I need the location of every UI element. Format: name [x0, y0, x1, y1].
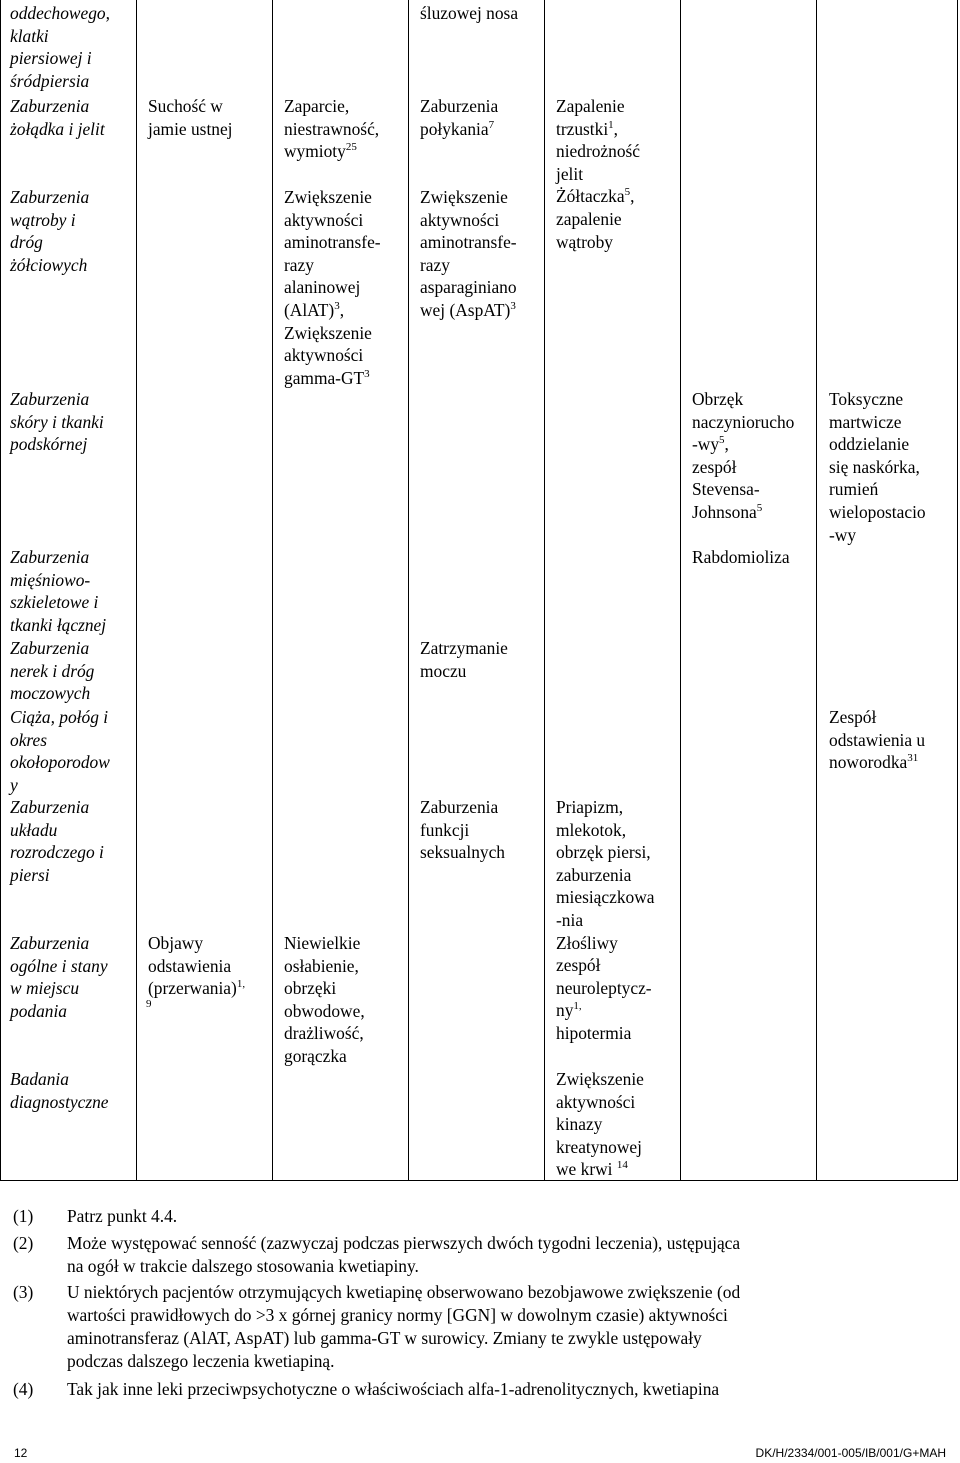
cell-text: Zespół odstawienia u noworodka: [829, 707, 926, 773]
document-id: DK/H/2334/001-005/IB/001/G+MAH: [755, 1446, 946, 1460]
cell-rhabdomyolysis: Rabdomioliza: [692, 547, 790, 567]
footnote-text: Patrz punkt 4.4.: [67, 1206, 178, 1226]
soc-investigations: Badania diagnostyczne: [10, 1069, 109, 1112]
footnote-number: (2): [13, 1233, 34, 1253]
cell-text: Obrzęk naczyniorucho -wy: [692, 389, 795, 455]
cell-alat-ggt: [284, 186, 381, 389]
footnote-ref: 3: [364, 367, 370, 380]
footnote-ref: 5: [624, 186, 631, 199]
cell-text: , niedrożność jelit Żółtaczka: [556, 118, 641, 207]
footnote-ref: 3: [334, 300, 340, 313]
cell-text: Zapalenie trzustki: [556, 96, 625, 139]
cell-text: Zwiększenie aktywności aminotransfe- razy alaninowej (AlAT): [284, 187, 381, 320]
footnote-ref: 3: [510, 300, 516, 313]
cell-text: Zaburzenia połykania: [420, 96, 499, 139]
cell-text: Zwiększenie aktywności aminotransfe- razy asparaginiano wej (AspAT): [420, 187, 517, 320]
footnote-number: (4): [13, 1379, 34, 1399]
table-column-divider: [816, 0, 817, 1181]
cell-text: Priapizm, mlekotok, obrzęk piersi, zaburzenia miesiączkowa -nia Złośliwy zespół neuroleptycz- ny: [556, 797, 655, 1021]
cell-pancreatitis-jaundice: [556, 95, 640, 253]
footnote-number: (3): [13, 1282, 34, 1302]
cell-priapism-nms: [556, 796, 655, 1045]
cell-neonatal-withdrawal: [829, 706, 925, 774]
table-column-divider: [272, 0, 273, 1181]
table-column-divider: [544, 0, 545, 1181]
footnote-ref: 25: [345, 141, 357, 154]
cell-text: hipotermia: [556, 1022, 632, 1043]
soc-hepatobiliary: Zaburzenia wątroby i dróg żółciowych: [10, 187, 90, 275]
table-column-divider: [136, 0, 137, 1181]
cell-urinary-retention: Zatrzymanie moczu: [420, 638, 508, 681]
cell-withdrawal-symptoms: [148, 932, 245, 1000]
soc-pregnancy: Ciąża, połóg i okres okołoporodow y: [10, 707, 110, 795]
footnote-text: Może występować senność (zazwyczaj podczas pierwszych dwóch tygodni leczenia), ustępująca na ogół w trakcie dalszego stosowania kwetiapiny.: [67, 1233, 741, 1276]
table-border-left: [0, 0, 1, 1181]
cell-cpk-increase: [556, 1068, 644, 1181]
cell-aspat: [420, 186, 517, 322]
soc-musculoskeletal: Zaburzenia mięśniowo- szkieletowe i tkanki łącznej: [10, 547, 107, 635]
cell-text: Objawy odstawienia (przerwania): [148, 933, 237, 999]
cell-text: Zaparcie, niestrawność, wymioty: [284, 96, 380, 162]
table-column-divider: [408, 0, 409, 1181]
footnote-text: U niektórych pacjentów otrzymujących kwetiapinę obserwowano bezobjawowe zwiększenie (od wartości prawidłowych do >3 x górnej granicy normy [GGN] w dowolnym czasie) aktywności aminotransferaz (AlAT, AspAT) lub gamma-GT w surowicy. Zmiany te zwykle ustępowały podczas dalszego leczenia kwetiapiną.: [67, 1282, 741, 1371]
cell-text: , zapalenie wątroby: [556, 186, 635, 252]
cell-dysphagia: [420, 95, 498, 140]
cell-angioedema-sjs: [692, 388, 794, 524]
cell-text: , zespół Stevensa- Johnsona: [692, 434, 760, 522]
footnote-ref: 1,: [573, 1000, 582, 1013]
soc-general: Zaburzenia ogólne i stany w miejscu podania: [10, 933, 108, 1021]
soc-respiratory: oddechowego, klatki piersiowej i śródpiersia: [10, 3, 110, 91]
cell-sexual-dysfunction: Zaburzenia funkcji seksualnych: [420, 797, 506, 863]
soc-renal: Zaburzenia nerek i dróg moczowych: [10, 638, 95, 704]
cell-text: , Zwiększenie aktywności gamma-GT: [284, 299, 372, 388]
footnote-ref: 5: [719, 434, 725, 447]
footnote-ref: 5: [756, 502, 763, 515]
cell-dry-mouth: Suchość w jamie ustnej: [148, 96, 233, 139]
footnote-text: Tak jak inne leki przeciwpsychotyczne o właściwościach alfa-1-adrenolitycznych, kwetiapina: [67, 1379, 720, 1399]
cell-constipation: [284, 95, 379, 163]
table-border-right: [957, 0, 958, 1181]
cell-nasal-congestion: śluzowej nosa: [420, 3, 519, 23]
footnote-ref: 7: [488, 118, 495, 131]
cell-asthenia: Niewielkie osłabienie, obrzęki obwodowe, drażliwość, gorączka: [284, 933, 365, 1066]
soc-skin: Zaburzenia skóry i tkanki podskórnej: [10, 389, 104, 455]
cell-text: Zwiększenie aktywności kinazy kreatynowej we krwi: [556, 1069, 644, 1180]
footnote-ref: 31: [907, 752, 919, 765]
footnote-number: (1): [13, 1206, 34, 1226]
footnote-ref: 1,: [236, 978, 246, 991]
cell-ten-erythema: Toksyczne martwicze oddzielanie się naskórka, rumień wielopostacio -wy: [829, 389, 926, 545]
soc-reproductive: Zaburzenia układu rozrodczego i piersi: [10, 797, 104, 885]
table-border-bottom: [0, 1180, 958, 1181]
footnote-ref: 9: [146, 998, 152, 1010]
footnote-ref: 1: [608, 118, 614, 131]
table-column-divider: [680, 0, 681, 1181]
footnote-ref: 14: [616, 1159, 628, 1172]
page-number: 12: [14, 1446, 28, 1460]
soc-gastrointestinal: Zaburzenia żołądka i jelit: [10, 96, 105, 139]
